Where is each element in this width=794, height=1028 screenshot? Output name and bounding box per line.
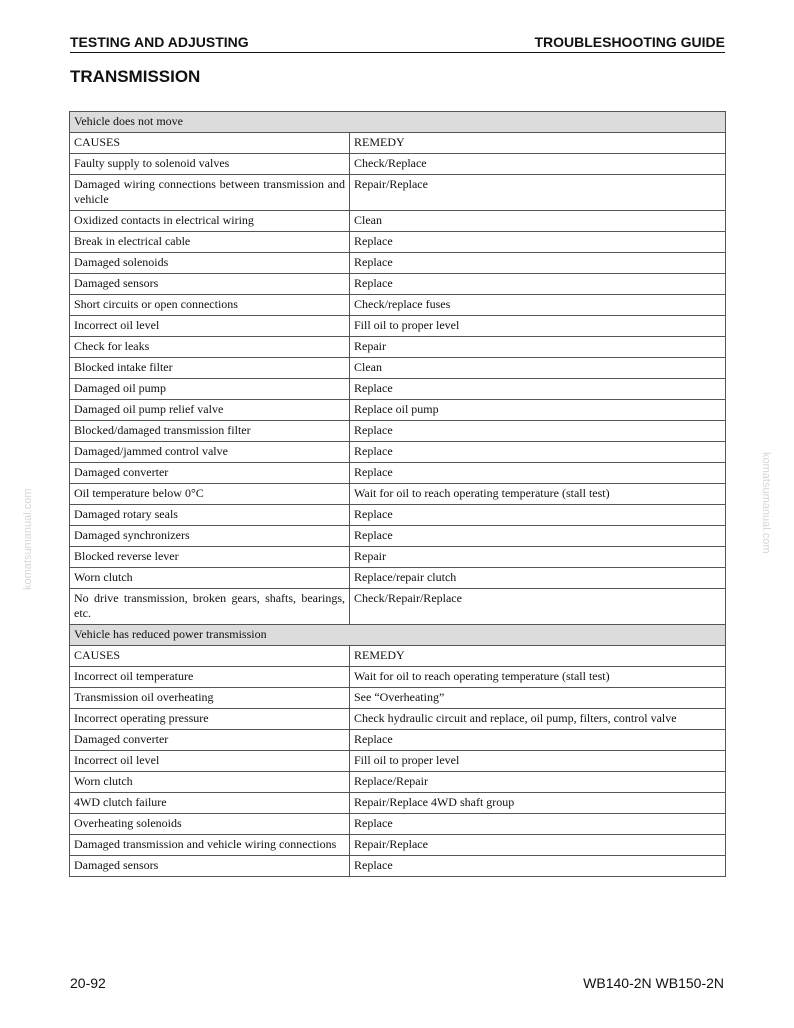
table-row: [70, 175, 726, 211]
cause-cell: Damaged transmission and vehicle wiring connections: [70, 835, 350, 856]
table-row: [70, 295, 726, 316]
remedy-cell: Repair/Replace 4WD shaft group: [350, 793, 726, 814]
table-row: [70, 730, 726, 751]
cause-cell: Damaged sensors: [70, 274, 350, 295]
causes-header: CAUSES: [70, 133, 350, 154]
remedy-cell: Replace oil pump: [350, 400, 726, 421]
table-row: [70, 400, 726, 421]
table-row: [70, 547, 726, 568]
remedy-cell: Replace: [350, 253, 726, 274]
remedy-cell: Wait for oil to reach operating temperature (stall test): [350, 667, 726, 688]
remedy-cell: Replace/repair clutch: [350, 568, 726, 589]
table-row: [70, 442, 726, 463]
section-title: Vehicle does not move: [70, 112, 726, 133]
cause-cell: Worn clutch: [70, 568, 350, 589]
remedy-cell: Repair: [350, 337, 726, 358]
cause-cell: Damaged sensors: [70, 856, 350, 877]
cause-cell: 4WD clutch failure: [70, 793, 350, 814]
remedy-cell: Repair/Replace: [350, 175, 726, 211]
table-row: [70, 568, 726, 589]
remedy-cell: Clean: [350, 358, 726, 379]
table-row: [70, 154, 726, 175]
cause-cell: Oil temperature below 0°C: [70, 484, 350, 505]
table-row: [70, 505, 726, 526]
remedy-cell: Replace: [350, 421, 726, 442]
cause-cell: Blocked/damaged transmission filter: [70, 421, 350, 442]
table-header-row: [70, 133, 726, 154]
remedy-cell: Replace: [350, 526, 726, 547]
remedy-cell: Clean: [350, 211, 726, 232]
remedy-cell: Check hydraulic circuit and replace, oil pump, filters, control valve: [350, 709, 726, 730]
remedy-cell: Replace: [350, 856, 726, 877]
remedy-cell: Check/Replace: [350, 154, 726, 175]
table-row: [70, 856, 726, 877]
header-chapter: TROUBLESHOOTING GUIDE: [534, 34, 725, 50]
cause-cell: No drive transmission, broken gears, shafts, bearings, etc.: [70, 589, 350, 625]
troubleshooting-table-reduced-power: [69, 624, 726, 877]
table-row: [70, 709, 726, 730]
cause-cell: Short circuits or open connections: [70, 295, 350, 316]
cause-cell: Damaged wiring connections between transmission and vehicle: [70, 175, 350, 211]
cause-cell: Incorrect oil level: [70, 751, 350, 772]
table-row: [70, 793, 726, 814]
remedy-cell: Replace: [350, 442, 726, 463]
cause-cell: Check for leaks: [70, 337, 350, 358]
table-row: [70, 379, 726, 400]
cause-cell: Damaged oil pump: [70, 379, 350, 400]
causes-header: CAUSES: [70, 646, 350, 667]
table-row: [70, 253, 726, 274]
remedy-cell: Fill oil to proper level: [350, 751, 726, 772]
table-row: [70, 421, 726, 442]
remedy-cell: See “Overheating”: [350, 688, 726, 709]
cause-cell: Damaged converter: [70, 463, 350, 484]
cause-cell: Blocked reverse lever: [70, 547, 350, 568]
table-section-row: [70, 112, 726, 133]
cause-cell: Incorrect operating pressure: [70, 709, 350, 730]
model-name: WB140-2N WB150-2N: [583, 975, 724, 991]
cause-cell: Oxidized contacts in electrical wiring: [70, 211, 350, 232]
remedy-cell: Repair: [350, 547, 726, 568]
table-row: [70, 316, 726, 337]
watermark-left: komatsumanual.com: [22, 488, 34, 590]
cause-cell: Faulty supply to solenoid valves: [70, 154, 350, 175]
table-row: [70, 484, 726, 505]
remedy-cell: Replace: [350, 814, 726, 835]
watermark-right: komatsumanual.com: [760, 452, 772, 554]
table-row: [70, 835, 726, 856]
remedy-cell: Replace: [350, 274, 726, 295]
remedy-header: REMEDY: [350, 646, 726, 667]
page-header: [70, 34, 725, 53]
table-row: [70, 814, 726, 835]
cause-cell: Damaged solenoids: [70, 253, 350, 274]
cause-cell: Damaged rotary seals: [70, 505, 350, 526]
remedy-header: REMEDY: [350, 133, 726, 154]
remedy-cell: Replace: [350, 505, 726, 526]
remedy-cell: Check/replace fuses: [350, 295, 726, 316]
remedy-cell: Check/Repair/Replace: [350, 589, 726, 625]
troubleshooting-table-no-move: [69, 111, 726, 625]
remedy-cell: Fill oil to proper level: [350, 316, 726, 337]
cause-cell: Incorrect oil temperature: [70, 667, 350, 688]
table-row: [70, 751, 726, 772]
cause-cell: Damaged converter: [70, 730, 350, 751]
cause-cell: Blocked intake filter: [70, 358, 350, 379]
table-row: [70, 526, 726, 547]
cause-cell: Damaged oil pump relief valve: [70, 400, 350, 421]
table-row: [70, 772, 726, 793]
section-title: Vehicle has reduced power transmission: [70, 625, 726, 646]
remedy-cell: Wait for oil to reach operating temperature (stall test): [350, 484, 726, 505]
table-row: [70, 337, 726, 358]
remedy-cell: Replace: [350, 730, 726, 751]
cause-cell: Transmission oil overheating: [70, 688, 350, 709]
remedy-cell: Repair/Replace: [350, 835, 726, 856]
table-header-row: [70, 646, 726, 667]
table-row: [70, 274, 726, 295]
table-row: [70, 463, 726, 484]
table-section-row: [70, 625, 726, 646]
cause-cell: Break in electrical cable: [70, 232, 350, 253]
table-row: [70, 232, 726, 253]
remedy-cell: Replace: [350, 379, 726, 400]
cause-cell: Incorrect oil level: [70, 316, 350, 337]
table-row: [70, 667, 726, 688]
remedy-cell: Replace: [350, 232, 726, 253]
table-row: [70, 358, 726, 379]
remedy-cell: Replace/Repair: [350, 772, 726, 793]
cause-cell: Damaged/jammed control valve: [70, 442, 350, 463]
cause-cell: Overheating solenoids: [70, 814, 350, 835]
table-row: [70, 688, 726, 709]
cause-cell: Worn clutch: [70, 772, 350, 793]
page-title: TRANSMISSION: [70, 67, 201, 86]
remedy-cell: Replace: [350, 463, 726, 484]
cause-cell: Damaged synchronizers: [70, 526, 350, 547]
table-row: [70, 211, 726, 232]
table-row: [70, 589, 726, 625]
page-number: 20-92: [70, 975, 106, 991]
header-section: TESTING AND ADJUSTING: [70, 34, 249, 50]
